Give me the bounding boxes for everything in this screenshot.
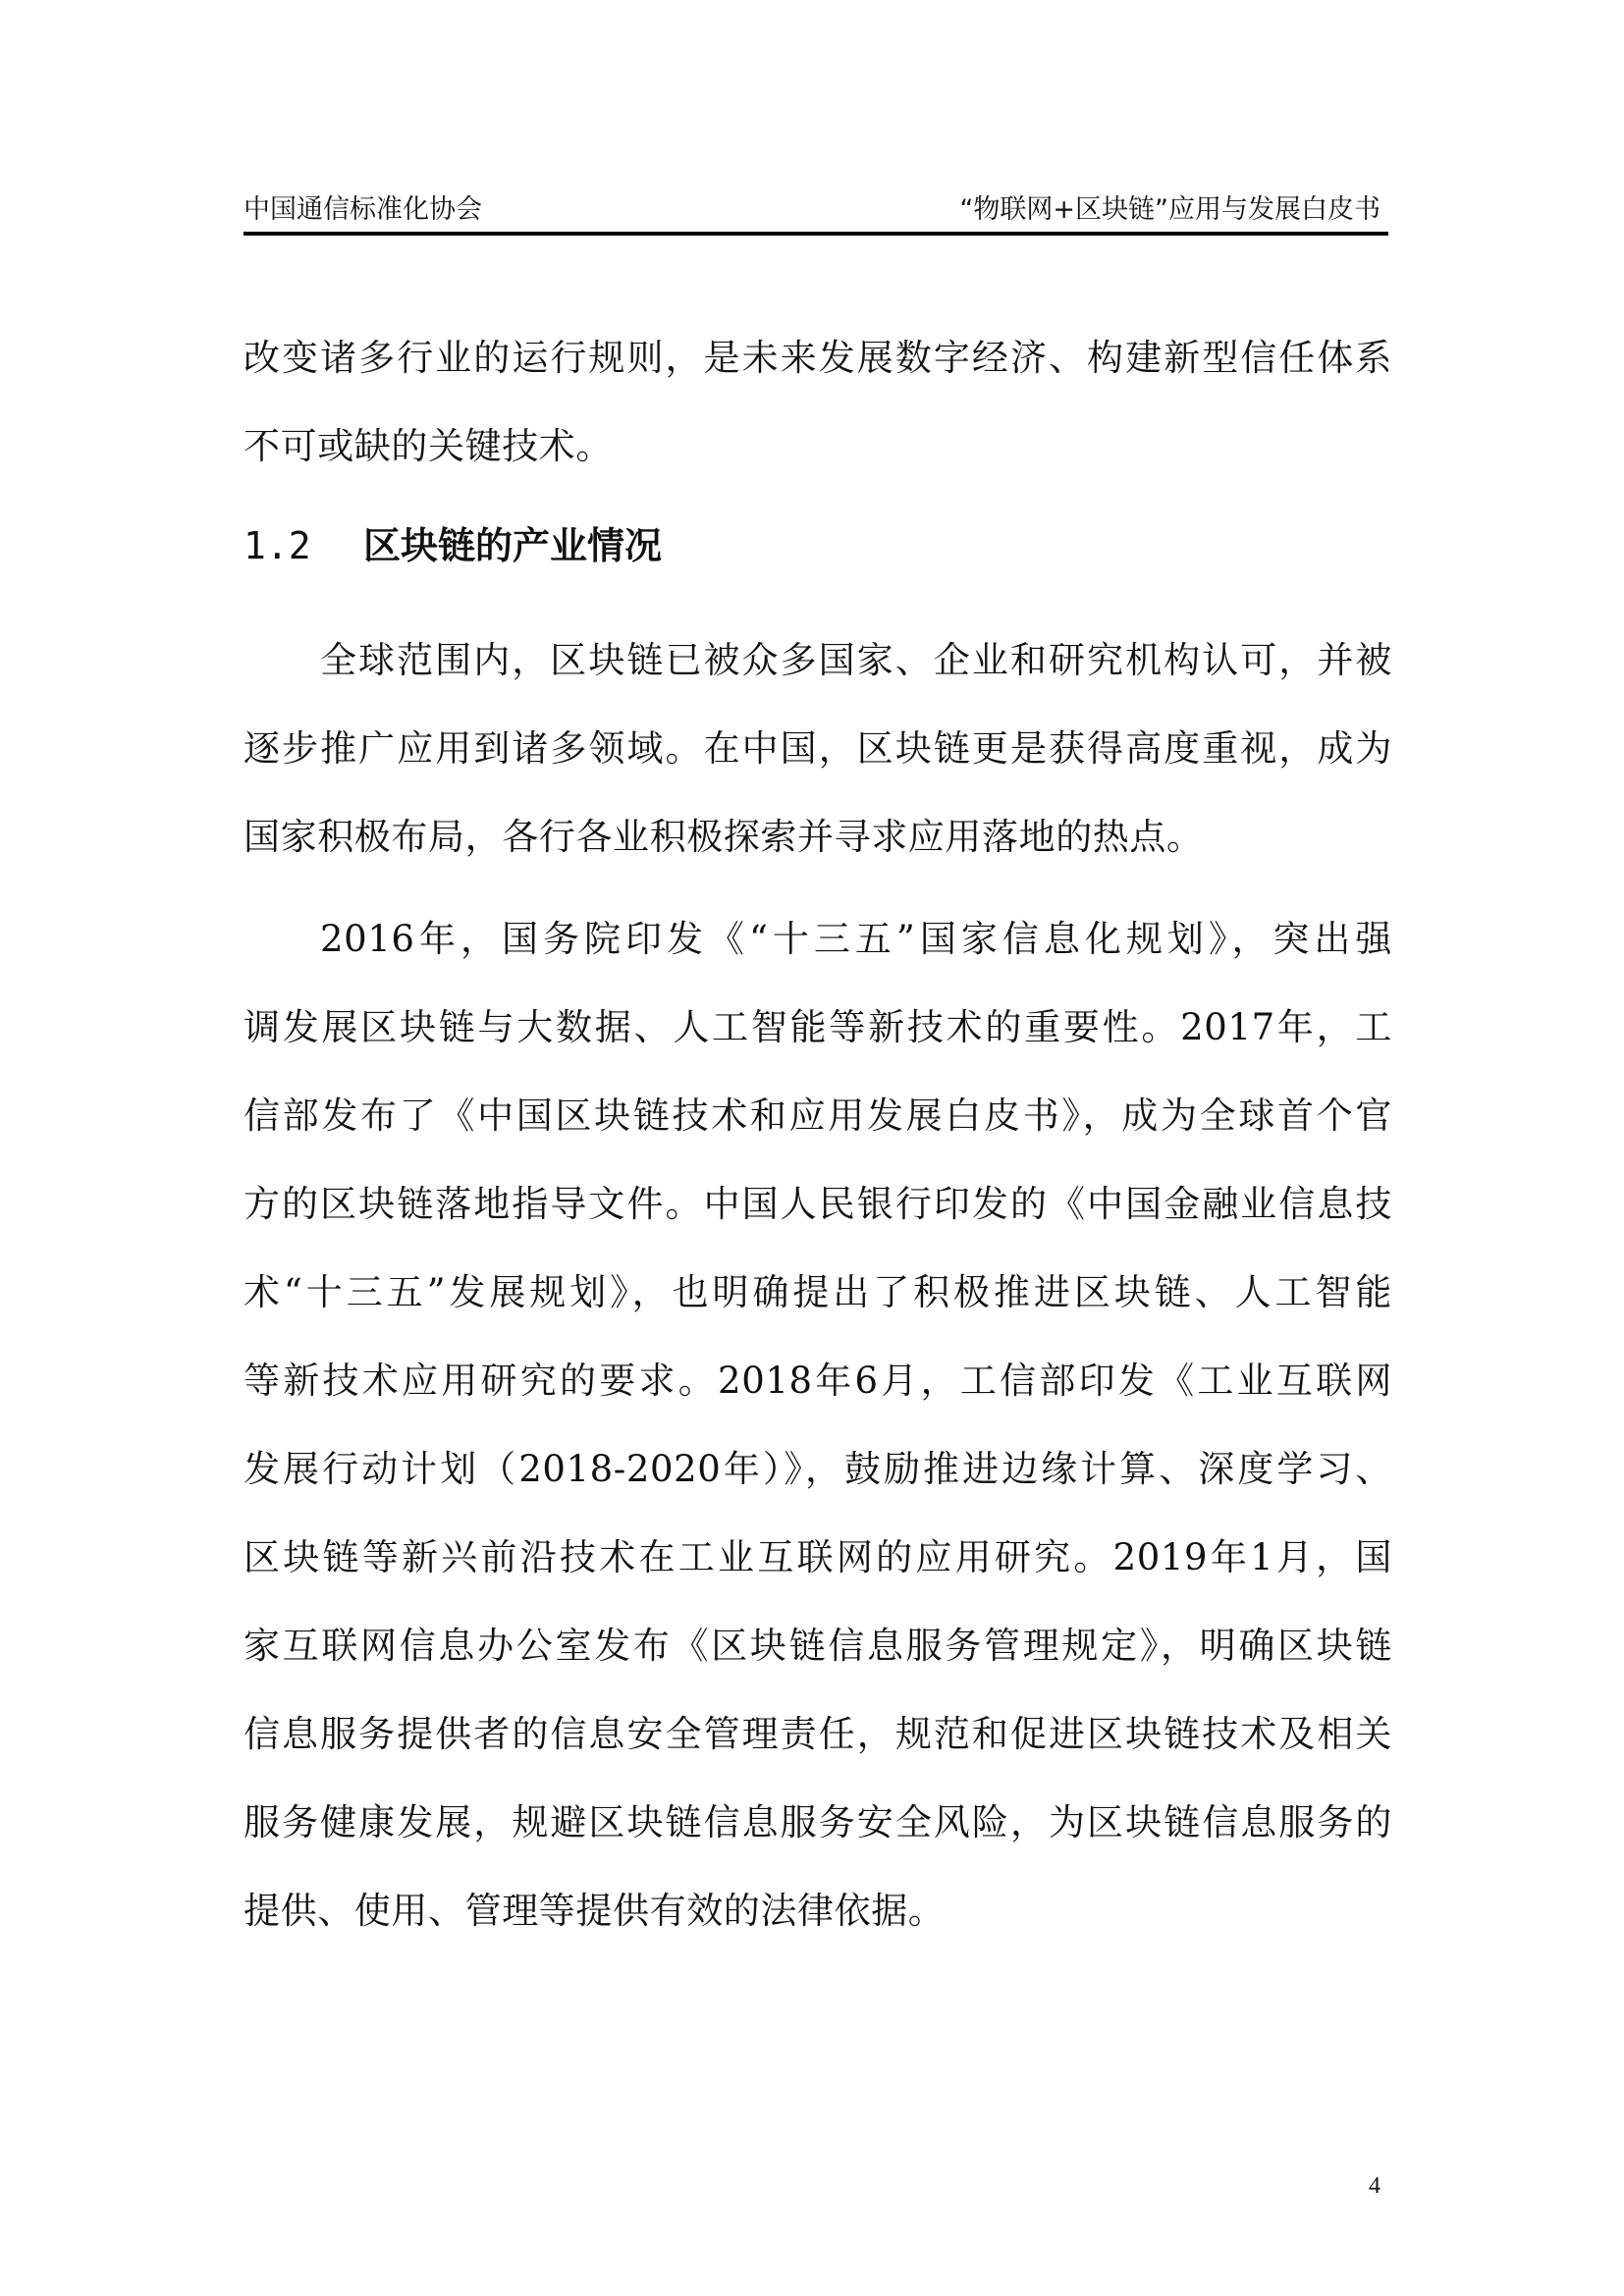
section-number: 1.2: [244, 524, 311, 567]
text-line: 家互联网信息办公室发布《区块链信息服务管理规定》，明确区块链: [244, 1625, 1392, 1667]
text-line: 国家积极布局，各行各业积极探索并寻求应用落地的热点。: [244, 816, 1204, 858]
paragraph-global-overview: [244, 616, 1392, 881]
text-line: 不可或缺的关键技术。: [244, 425, 613, 467]
page-number: 4: [1369, 2173, 1380, 2199]
section-heading: [244, 516, 662, 575]
continuation-paragraph: [244, 314, 1392, 491]
paragraph-policy-timeline: [244, 895, 1392, 1955]
text-line: 信息服务提供者的信息安全管理责任，规范和促进区块链技术及相关: [244, 1713, 1392, 1755]
header-divider: [244, 232, 1388, 236]
text-line: 等新技术应用研究的要求。2018年6月，工信部印发《工业互联网: [244, 1360, 1392, 1402]
text-line: 发展行动计划（2018-2020年）》，鼓励推进边缘计算、深度学习、: [244, 1448, 1392, 1490]
text-line: 提供、使用、管理等提供有效的法律依据。: [244, 1890, 946, 1932]
header-organization: 中国通信标准化协会: [244, 194, 482, 225]
text-line: 全球范围内，区块链已被众多国家、企业和研究机构认可，并被: [320, 639, 1392, 681]
text-line: 逐步推广应用到诸多领域。在中国，区块链更是获得高度重视，成为: [244, 727, 1392, 770]
text-line: 信部发布了《中国区块链技术和应用发展白皮书》，成为全球首个官: [244, 1095, 1392, 1137]
text-line: 2016年，国务院印发《“十三五”国家信息化规划》，突出强: [320, 918, 1392, 960]
text-line: 改变诸多行业的运行规则，是未来发展数字经济、构建新型信任体系: [244, 337, 1392, 379]
text-line: 方的区块链落地指导文件。中国人民银行印发的《中国金融业信息技: [244, 1183, 1392, 1225]
page-header: [240, 192, 1386, 228]
text-line: 区块链等新兴前沿技术在工业互联网的应用研究。2019年1月，国: [244, 1536, 1392, 1578]
text-line: 术“十三五”发展规划》，也明确提出了积极推进区块链、人工智能: [244, 1271, 1392, 1313]
header-document-title: “物联网+区块链”应用与发展白皮书: [959, 194, 1380, 225]
text-line: 调发展区块链与大数据、人工智能等新技术的重要性。2017年，工: [244, 1006, 1392, 1048]
text-line: 服务健康发展，规避区块链信息服务安全风险，为区块链信息服务的: [244, 1801, 1392, 1843]
section-title: 区块链的产业情况: [363, 524, 663, 567]
